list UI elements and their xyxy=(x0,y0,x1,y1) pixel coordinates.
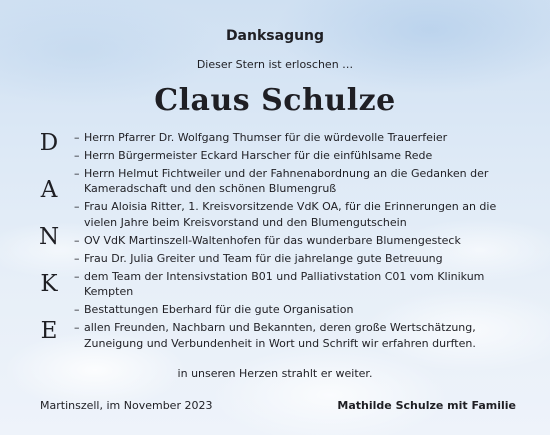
list-item-text: Bestattungen Eberhard für die gute Organisation xyxy=(84,303,354,317)
list-item xyxy=(74,233,524,248)
closing-line: in unseren Herzen strahlt er weiter. xyxy=(177,367,373,380)
list-item xyxy=(74,199,524,230)
list-item-text: OV VdK Martinszell-Waltenhofen für das wunderbare Blumengesteck xyxy=(84,233,461,247)
list-item xyxy=(74,302,524,317)
list-item-text: Herrn Bürgermeister Eckard Harscher für die einfühlsame Rede xyxy=(84,149,433,162)
list-item xyxy=(74,130,524,145)
list-dash: – xyxy=(74,200,80,214)
list-item xyxy=(74,148,524,163)
acrostic-letter: A xyxy=(40,177,58,203)
list-dash: – xyxy=(74,131,80,144)
deceased-name: Claus Schulze xyxy=(154,83,396,118)
list-item-text: allen Freunden, Nachbarn und Bekannten, deren große Wertschätzung, Zuneigung und Verbundenheit in Wort und Schrift wir erfahren durften. xyxy=(84,321,476,350)
list-item xyxy=(74,251,524,266)
list-item-text: dem Team der Intensivstation B01 und Palliativstation C01 vom Klinikum Kempten xyxy=(84,269,485,299)
list-item xyxy=(74,320,524,351)
thanks-list xyxy=(74,130,524,354)
list-dash: – xyxy=(74,303,80,317)
list-item-text: Frau Dr. Julia Greiter und Team für die jahrelange gute Betreuung xyxy=(84,251,443,265)
list-dash: – xyxy=(74,251,80,265)
acrostic-letter: K xyxy=(40,271,58,297)
list-item xyxy=(74,269,524,300)
list-item-text: Herrn Pfarrer Dr. Wolfgang Thumser für die würdevolle Trauerfeier xyxy=(84,131,448,144)
list-dash: – xyxy=(74,149,80,162)
heading: Danksagung xyxy=(225,28,325,44)
acrostic-letter: D xyxy=(39,130,59,156)
place-date: Martinszell, im November 2023 xyxy=(40,399,213,412)
acrostic-letter: E xyxy=(40,318,58,344)
acrostic-letter: N xyxy=(38,224,60,250)
list-dash: – xyxy=(74,233,80,247)
list-item-text: Frau Aloisia Ritter, 1. Kreisvorsitzende VdK OA, für die Erinnerungen an die vielen Jahre beim Kreisvorstand und den Blumengutschein xyxy=(84,200,497,229)
list-dash: – xyxy=(74,321,80,335)
signature: Mathilde Schulze mit Familie xyxy=(337,399,516,412)
list-dash: – xyxy=(74,269,80,283)
list-item-text: Herrn Helmut Fichtweiler und der Fahnenabordnung an die Gedanken der Kameradschaft und den schönen Blumengruß xyxy=(84,167,489,196)
list-dash: – xyxy=(74,167,80,180)
subtitle: Dieser Stern ist erloschen … xyxy=(196,58,354,71)
list-item xyxy=(74,166,524,197)
